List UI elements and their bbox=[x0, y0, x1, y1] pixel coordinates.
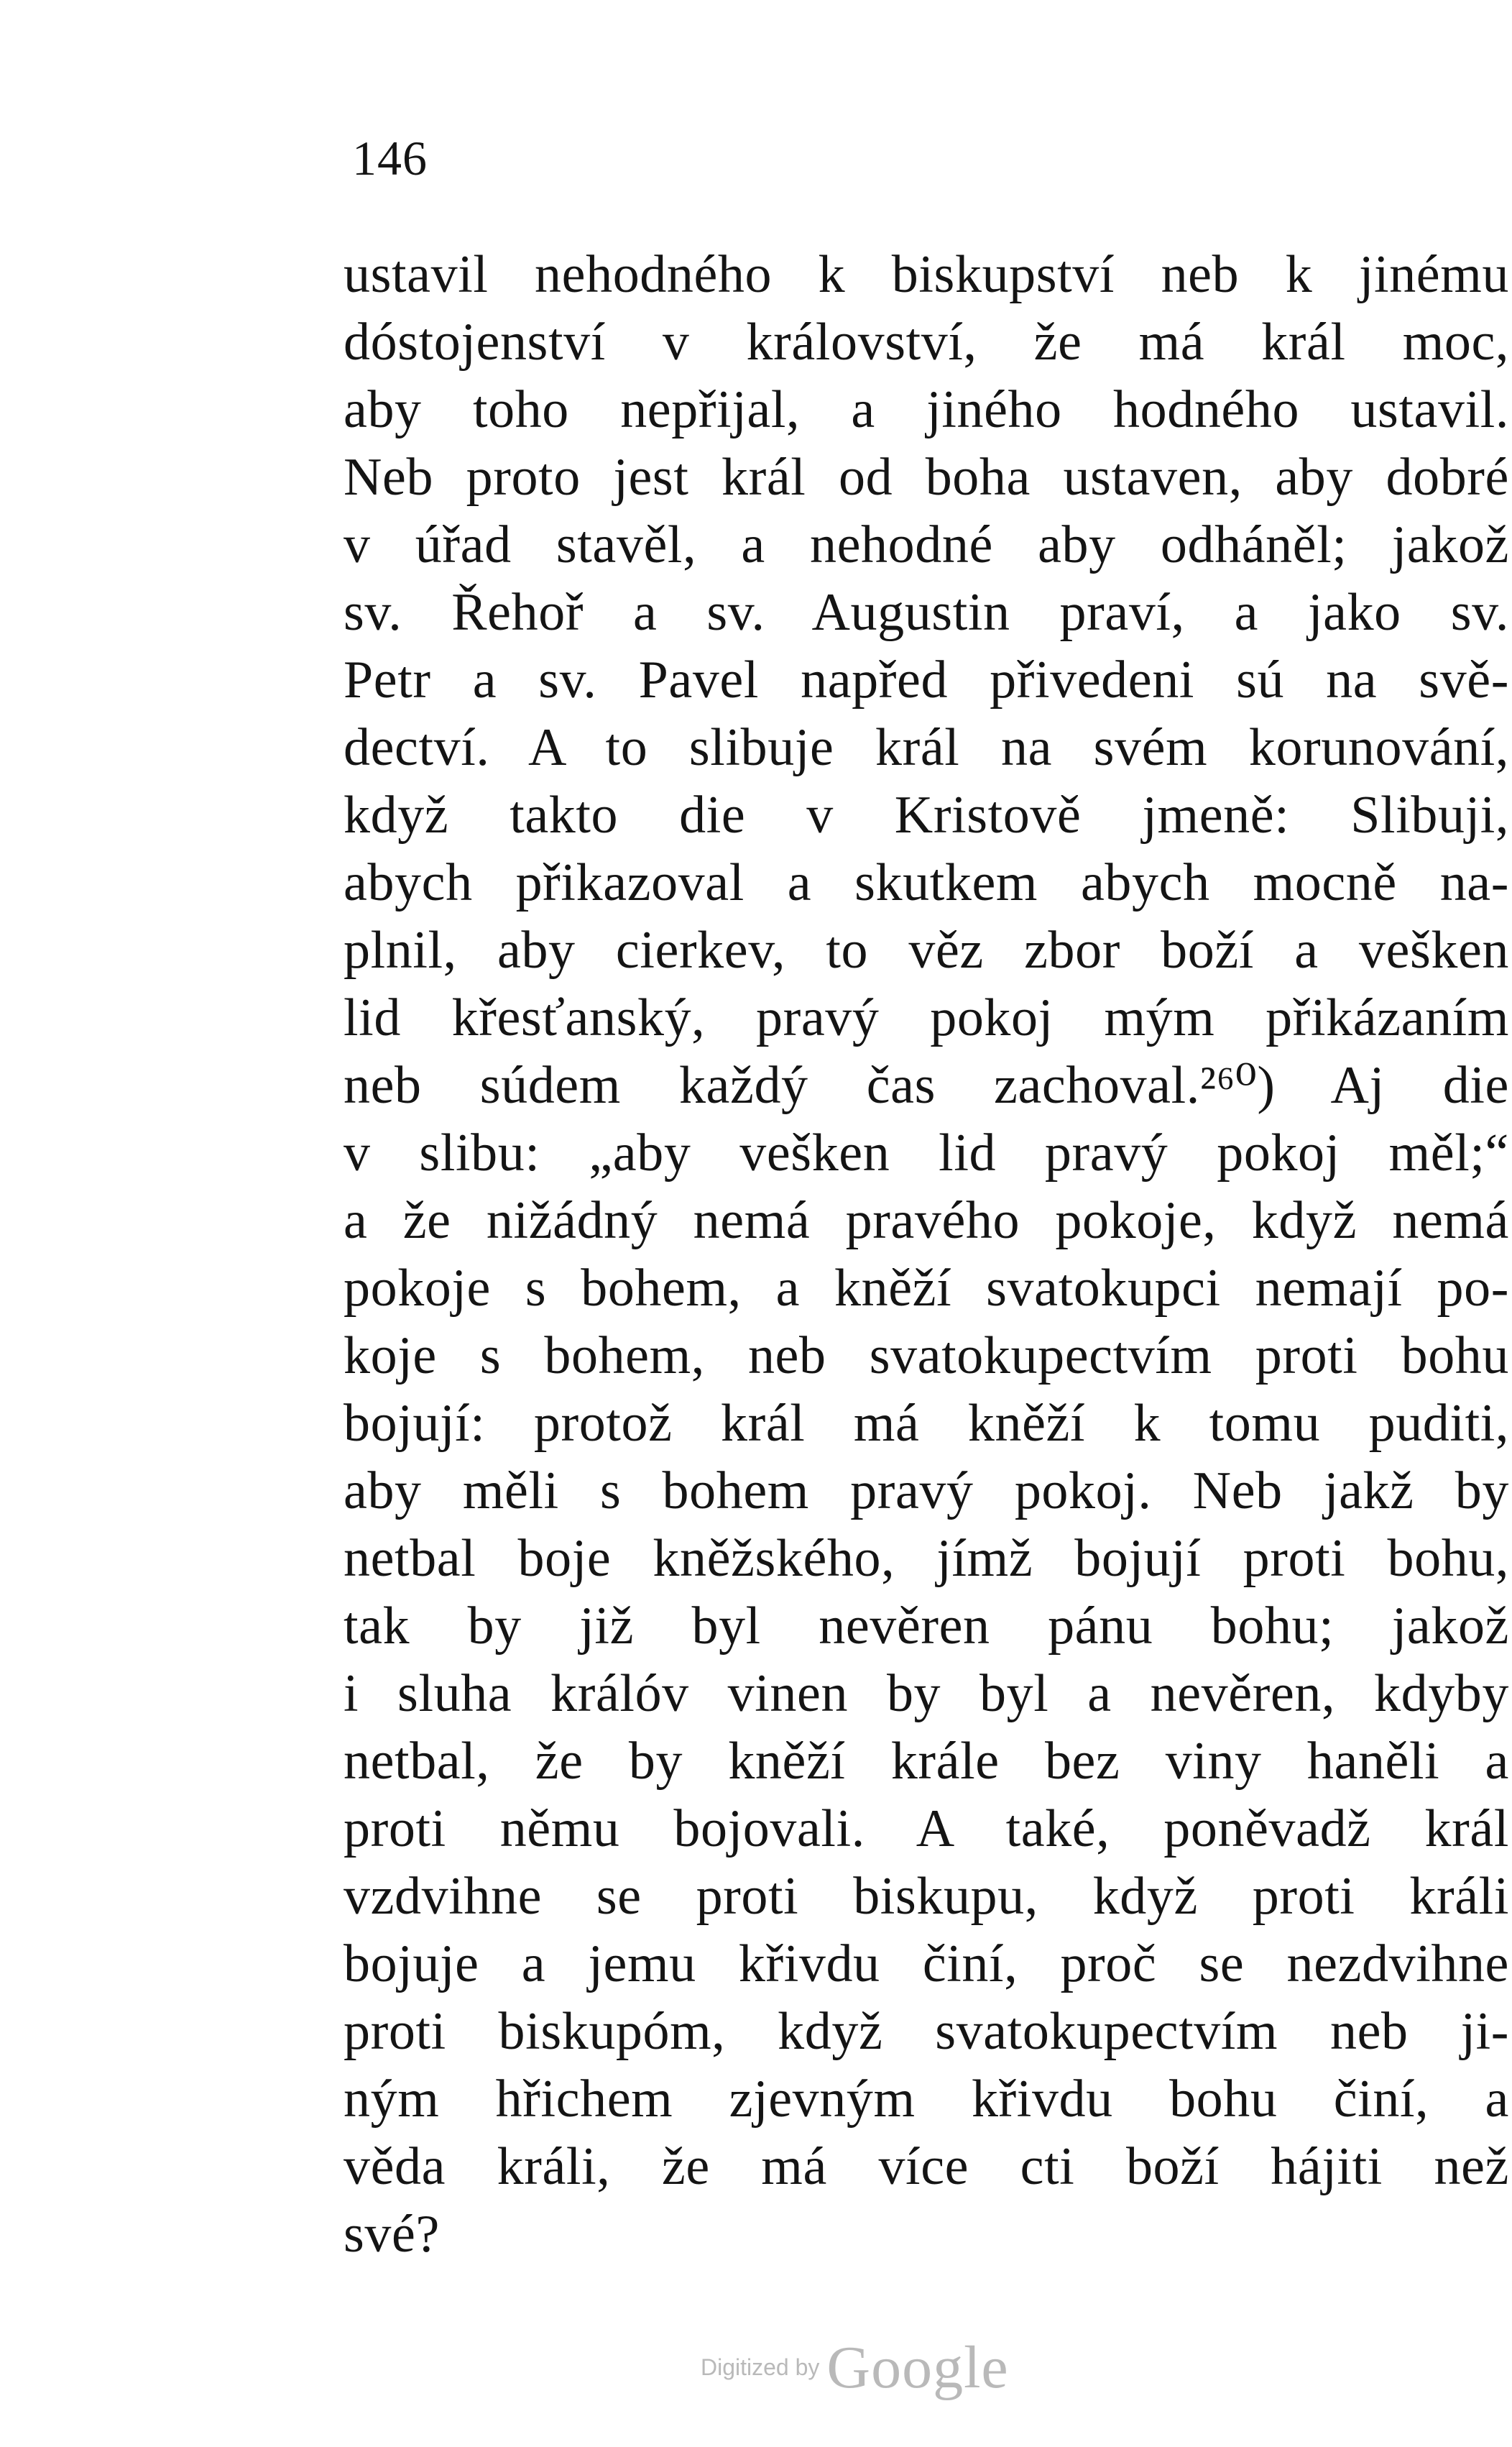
text-line: vzdvihne se proti biskupu, když proti králi bbox=[344, 1867, 1509, 1926]
text-line: aby toho nepřijal, a jiného hodného ustavil. bbox=[344, 380, 1509, 439]
text-line: ným hřichem zjevným křivdu bohu činí, a bbox=[344, 2070, 1509, 2129]
text-line: tak by již byl nevěren pánu bohu; jakož bbox=[344, 1597, 1509, 1656]
page-number: 146 bbox=[352, 131, 428, 185]
text-line: abych přikazoval a skutkem abych mocně na- bbox=[344, 853, 1509, 912]
body-text bbox=[344, 241, 1509, 2268]
text-line: věda králi, že má více cti boží hájiti než bbox=[344, 2137, 1509, 2196]
digitized-watermark bbox=[701, 2333, 1009, 2402]
text-line: dectví. A to slibuje král na svém korunování, bbox=[344, 718, 1509, 777]
text-line: sv. Řehoř a sv. Augustin praví, a jako sv. bbox=[344, 583, 1509, 642]
text-line: když takto die v Kristově jmeně: Slibuji, bbox=[344, 786, 1509, 845]
text-line: a že nižádný nemá pravého pokoje, když nemá bbox=[344, 1191, 1509, 1250]
text-line: koje s bohem, neb svatokupectvím proti bohu bbox=[344, 1326, 1509, 1385]
text-line: proti němu bojovali. A také, poněvadž král bbox=[344, 1799, 1509, 1858]
text-line: pokoje s bohem, a kněží svatokupci nemají po- bbox=[344, 1259, 1509, 1318]
text-line: bojují: protož král má kněží k tomu puditi, bbox=[344, 1394, 1509, 1453]
text-line: aby měli s bohem pravý pokoj. Neb jakž by bbox=[344, 1461, 1509, 1520]
text-line: neb súdem každý čas zachoval.²⁶⁰) Aj die bbox=[344, 1056, 1509, 1115]
text-line: bojuje a jemu křivdu činí, proč se nezdvihne bbox=[344, 1934, 1509, 1993]
text-line: proti biskupóm, když svatokupectvím neb ji- bbox=[344, 2002, 1509, 2061]
text-line: v úřad stavěl, a nehodné aby odháněl; jakož bbox=[344, 515, 1509, 574]
text-line: své? bbox=[344, 2205, 440, 2264]
text-line: v slibu: „aby vešken lid pravý pokoj měl;“ bbox=[344, 1124, 1509, 1183]
digitized-label: Digitized by bbox=[701, 2354, 820, 2380]
text-line: ustavil nehodného k biskupství neb k jinému bbox=[344, 245, 1509, 304]
text-line: i sluha králóv vinen by byl a nevěren, kdyby bbox=[344, 1664, 1509, 1723]
text-line: Petr a sv. Pavel napřed přivedeni sú na svě- bbox=[344, 651, 1509, 710]
text-line: dóstojenství v království, že má král moc, bbox=[344, 313, 1509, 372]
text-line: lid křesťanský, pravý pokoj mým přikázaním bbox=[344, 988, 1509, 1047]
text-line: netbal boje kněžského, jímž bojují proti bohu, bbox=[344, 1529, 1509, 1588]
text-line: netbal, že by kněží krále bez viny haněli a bbox=[344, 1732, 1509, 1791]
text-line: Neb proto jest král od boha ustaven, aby dobré bbox=[344, 448, 1509, 507]
google-logo: Google bbox=[826, 2334, 1009, 2401]
text-line: plnil, aby cierkev, to věz zbor boží a vešken bbox=[344, 921, 1509, 980]
